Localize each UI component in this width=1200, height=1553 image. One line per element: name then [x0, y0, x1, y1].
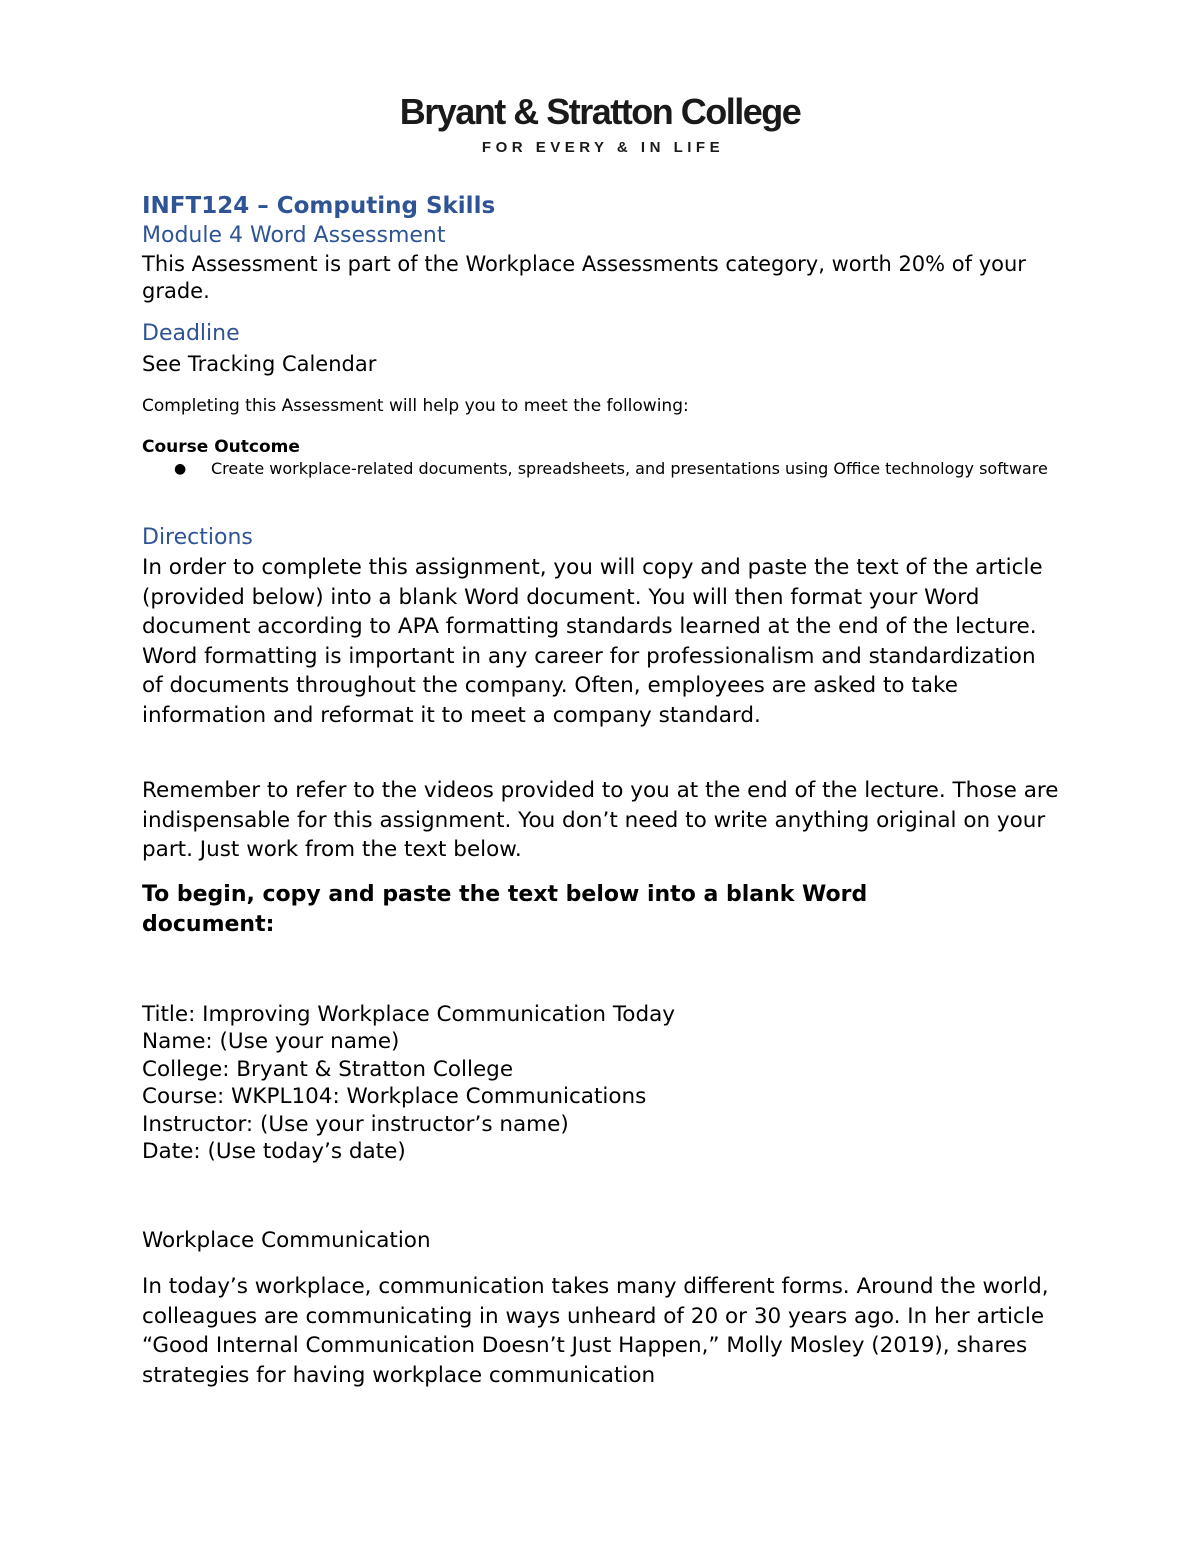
copy-instruction: To begin, copy and paste the text below into a blank Word document: — [142, 882, 868, 937]
directions-heading: Directions — [142, 525, 253, 550]
outcome-text: Create workplace-related documents, spreadsheets, and presentations using Office technology software — [211, 459, 1048, 478]
article-header-block — [142, 1001, 675, 1165]
article-instructor-line: Instructor: (Use your instructor’s name) — [142, 1111, 569, 1137]
article-paragraph-1: In today’s workplace, communication takes many different forms. Around the world, colleagues are communicating in ways unheard of 20 or 30 years ago. In her article “Good Internal Communication Doesn’t Just Happen,” Molly Mosley (2019), shares strategies for having workplace communication — [142, 1274, 1049, 1388]
college-logo — [142, 92, 1058, 158]
directions-paragraph-1: In order to complete this assignment, you will copy and paste the text of the article (provided below) into a blank Word document. You will then format your Word document according to APA formatting standards learned at the end of the lecture. Word formatting is important in any career for professionalism and standardization of documents throughout the company. Often, employees are asked to take information and reformat it to meet a company standard. — [142, 555, 1043, 728]
bullet-icon: ● — [174, 461, 187, 477]
article-section-title: Workplace Communication — [142, 1228, 431, 1253]
deadline-text: See Tracking Calendar — [142, 352, 377, 376]
deadline-heading: Deadline — [142, 321, 240, 346]
logo-name: Bryant & Stratton College — [399, 91, 801, 132]
logo-tagline: FOR EVERY & IN LIFE — [481, 139, 725, 156]
article-course-line: Course: WKPL104: Workplace Communications — [142, 1084, 647, 1110]
article-name-line: Name: (Use your name) — [142, 1029, 400, 1055]
course-title: INFT124 – Computing Skills — [142, 193, 496, 219]
article-title-line: Title: Improving Workplace Communication Today — [142, 1002, 676, 1027]
article-date-line: Date: (Use today’s date) — [142, 1139, 406, 1165]
course-outcome-label: Course Outcome — [142, 437, 300, 457]
directions-paragraph-2: Remember to refer to the videos provided to you at the end of the lecture. Those are indispensable for this assignment. You don’t need to write anything original on your part. Just work from the text below. — [142, 778, 1059, 863]
module-title: Module 4 Word Assessment — [142, 223, 446, 248]
outcomes-lead: Completing this Assessment will help you to meet the following: — [142, 396, 689, 416]
article-college-line: College: Bryant & Stratton College — [142, 1056, 514, 1082]
assessment-intro: This Assessment is part of the Workplace Assessments category, worth 20% of your grade. — [142, 252, 1026, 303]
